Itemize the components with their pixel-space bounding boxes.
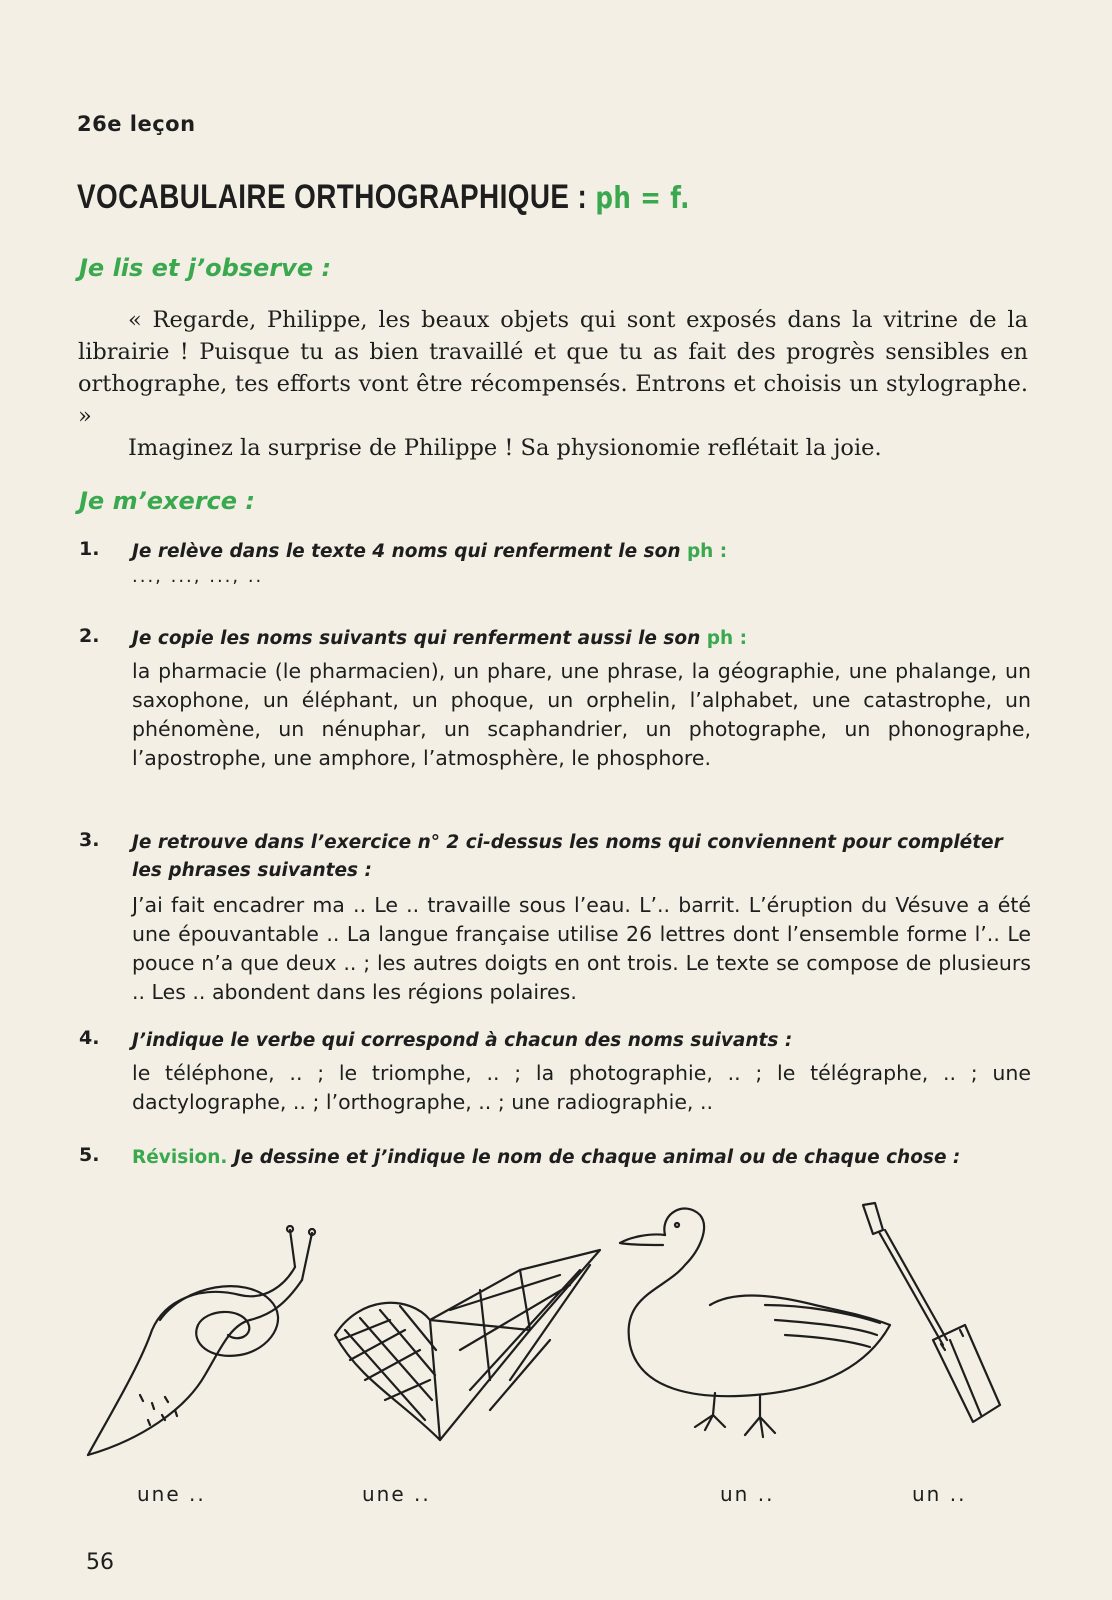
exercise-instruction [132,625,1031,653]
instruction-text: Je relève dans le texte 4 noms qui renferment le son [132,541,687,562]
exercise-2 [79,625,1031,773]
answer-blanks: ..., ..., ..., .. [132,566,264,587]
lesson-number: 26e leçon [77,112,196,136]
exercise-3 [79,829,1031,1007]
instruction-text: Je copie les noms suivants qui renferment aussi le son [132,628,707,649]
exercise-instruction [132,538,1031,566]
drawing-label-duck: un .. [720,1482,775,1506]
screwdriver-drawing [855,1200,1005,1440]
sound-ph: ph : [686,541,728,562]
page-number: 56 [86,1550,114,1575]
instruction-text: Je dessine et j’indique le nom de chaque animal ou de chaque chose : [227,1147,961,1168]
page-title [77,178,690,217]
reading-text [78,304,1028,464]
title-main: VOCABULAIRE ORTHOGRAPHIQUE : [77,178,596,216]
snail-drawing [80,1225,340,1465]
exercise-instruction [132,1144,1031,1172]
reading-paragraph-1: « Regarde, Philippe, les beaux objets qui sont exposés dans la vitrine de la librairie ! Puisque tu as bien travaillé et que tu as fait des progrès sensibles en orthographe, tes efforts vont être récompensés. Entrons et choisis un stylographe. » [78,307,1028,429]
reading-heading: Je lis et j’observe : [79,254,332,282]
exercise-5 [79,1144,1031,1172]
exercise-number: 5. [79,1144,100,1166]
exercise-4 [79,1027,1031,1117]
drawing-label-screwdriver: un .. [912,1482,967,1506]
fill-in-sentences: J’ai fait encadrer ma .. Le .. travaille sous l’eau. L’.. barrit. L’éruption du Vésuve a été une épouvantable .. La langue française utilise 26 lettres dont l’ensemble forme l’.. Le pouce n’a que deux .. ; les autres doigts en ont trois. Le texte se compose de plusieurs .. Les .. abondent dans les régions polaires. [132,893,1031,1004]
sound-ph: ph : [706,628,748,649]
reading-paragraph-2: Imaginez la surprise de Philippe ! Sa physionomie reflétait la joie. [128,435,882,461]
exercise-number: 4. [79,1027,100,1049]
exercise-number: 2. [79,625,100,647]
exercise-instruction: J’indique le verbe qui correspond à chacun des noms suivants : [132,1030,793,1051]
word-list: la pharmacie (le pharmacien), un phare, une phrase, la géographie, une phalange, un saxophone, un éléphant, un phoque, un orphelin, l’alphabet, une catastrophe, un phénomène, un nénuphar, un scaphandrier, un photographe, un phonographe, l’apostrophe, une amphore, l’atmosphère, le phosphore. [132,659,1031,770]
exercise-instruction: Je retrouve dans l’exercice n° 2 ci-dessus les noms qui conviennent pour compléter les phrases suivantes : [132,832,1003,881]
drawing-label-snail: une .. [137,1482,206,1506]
exercise-number: 3. [79,829,100,851]
exercise-number: 1. [79,538,100,560]
exercise-1 [79,538,1031,587]
noun-list: le téléphone, .. ; le triomphe, .. ; la photographie, .. ; le télégraphe, .. ; une dactylographe, .. ; l’orthographe, .. ; une radiographie, .. [132,1061,1031,1114]
exercise-heading: Je m’exerce : [79,487,256,515]
fish-trap-drawing [330,1240,610,1460]
title-rule: ph = f. [595,181,690,216]
drawing-label-fish-trap: une .. [362,1482,431,1506]
revision-label: Révision. [132,1147,228,1168]
